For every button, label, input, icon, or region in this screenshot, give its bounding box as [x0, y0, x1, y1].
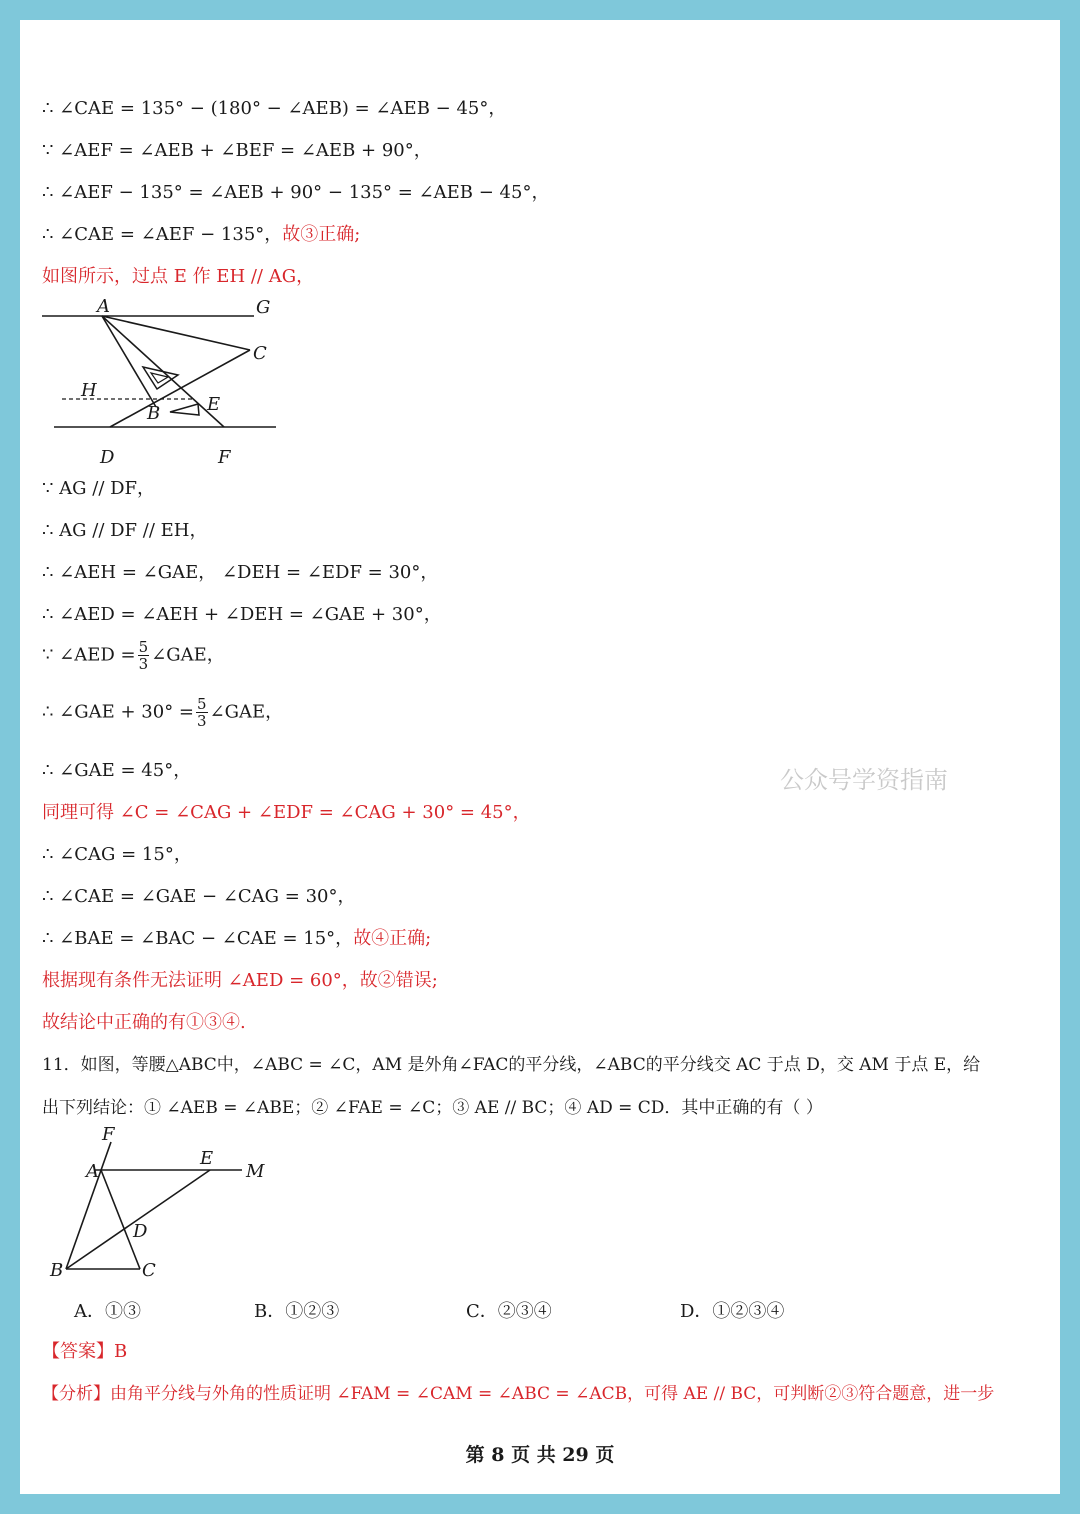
fig2-label-c: C [142, 1260, 156, 1281]
proof-line-10-left: ∵ ∠AED = [42, 644, 136, 666]
proof-line-4-text: ∴ ∠CAE = ∠AEF − 135°， [42, 224, 283, 245]
proof-line-10-right: ∠GAE， [151, 644, 225, 666]
proof-line-4 [42, 223, 360, 247]
proof-line-10 [42, 639, 225, 672]
proof-line-11 [42, 696, 283, 729]
proof-line-13: 同理可得 ∠C = ∠CAG + ∠EDF = ∠CAG + 30° = 45°， [42, 802, 531, 823]
analysis-line [42, 1382, 994, 1406]
fig1-label-h: H [81, 380, 97, 401]
fig1-label-d: D [100, 447, 115, 468]
proof-line-11-left: ∴ ∠GAE + 30° = [42, 701, 195, 723]
proof-line-1: ∴ ∠CAE = 135° − (180° − ∠AEB) = ∠AEB − 45°， [42, 98, 507, 119]
conclusion-4-correct: 故④正确; [353, 928, 432, 949]
fraction-five-thirds: $\frac{5}{3}$ [138, 638, 149, 673]
proof-line-18: 故结论中正确的有①③④. [42, 1012, 246, 1033]
figure-1 [40, 298, 280, 468]
proof-line-11-right: ∠GAE， [209, 701, 284, 723]
choice-b: B．①②③ [254, 1301, 340, 1322]
fig1-label-e: E [207, 394, 221, 415]
answer-line [42, 1340, 127, 1364]
fig1-label-b: B [147, 403, 161, 424]
fig2-label-f: F [102, 1124, 115, 1145]
proof-line-15: ∴ ∠CAE = ∠GAE − ∠CAG = 30°， [42, 886, 356, 907]
fig1-label-g: G [256, 298, 271, 318]
answer-label: 【答案】 [42, 1341, 114, 1362]
fig2-label-e: E [200, 1148, 214, 1169]
fig2-label-b: B [50, 1260, 64, 1281]
document-page [20, 20, 1060, 1494]
proof-line-9: ∴ ∠AED = ∠AEH + ∠DEH = ∠GAE + 30°， [42, 604, 442, 625]
proof-line-7: ∴ AG // DF // EH， [42, 520, 208, 541]
proof-line-6: ∵ AG // DF， [42, 478, 156, 499]
question-11-line-2: 出下列结论：① ∠AEB = ∠ABE；② ∠FAE = ∠C；③ AE // BC；④ AD = CD．其中正确的有（ ） [42, 1098, 823, 1118]
figure-2 [44, 1124, 284, 1284]
proof-line-16-text: ∴ ∠BAE = ∠BAC − ∠CAE = 15°， [42, 928, 354, 949]
analysis-label: 【分析】 [42, 1384, 110, 1404]
fig2-label-m: M [246, 1161, 265, 1182]
proof-line-2: ∵ ∠AEF = ∠AEB + ∠BEF = ∠AEB + 90°， [42, 140, 432, 161]
analysis-text: 由角平分线与外角的性质证明 ∠FAM = ∠CAM = ∠ABC = ∠ACB，可得 AE // BC，可判断②③符合题意，进一步 [110, 1384, 995, 1404]
watermark: 公众号学资指南 [780, 766, 948, 794]
choice-c: C．②③④ [466, 1301, 552, 1322]
proof-line-3: ∴ ∠AEF − 135° = ∠AEB + 90° − 135° = ∠AEB − 45°， [42, 182, 550, 203]
proof-line-12: ∴ ∠GAE = 45°， [42, 760, 192, 781]
fig2-label-d: D [133, 1221, 148, 1242]
fig1-label-c: C [253, 343, 267, 364]
fig1-label-f: F [218, 447, 231, 468]
page-footer: 第 8 页 共 29 页 [465, 1444, 615, 1466]
fig1-label-a: A [97, 298, 110, 317]
proof-line-17: 根据现有条件无法证明 ∠AED = 60°，故②错误; [42, 970, 438, 991]
conclusion-3-correct: 故③正确; [282, 224, 361, 245]
fraction-five-thirds-2: $\frac{5}{3}$ [197, 695, 207, 730]
choice-d: D．①②③④ [680, 1301, 785, 1322]
proof-line-8: ∴ ∠AEH = ∠GAE， ∠DEH = ∠EDF = 30°， [42, 562, 439, 583]
auxiliary-line-text: 如图所示，过点 E 作 EH // AG， [42, 266, 315, 287]
choice-a: A．①③ [74, 1301, 141, 1322]
fig2-label-a: A [86, 1161, 99, 1182]
answer-value: B [114, 1341, 128, 1362]
question-11-line-1: 11．如图，等腰△ABC中，∠ABC = ∠C，AM 是外角∠FAC的平分线，∠ABC的平分线交 AC 于点 D，交 AM 于点 E，给 [42, 1055, 981, 1075]
proof-line-16 [42, 927, 431, 951]
proof-line-14: ∴ ∠CAG = 15°， [42, 844, 192, 865]
